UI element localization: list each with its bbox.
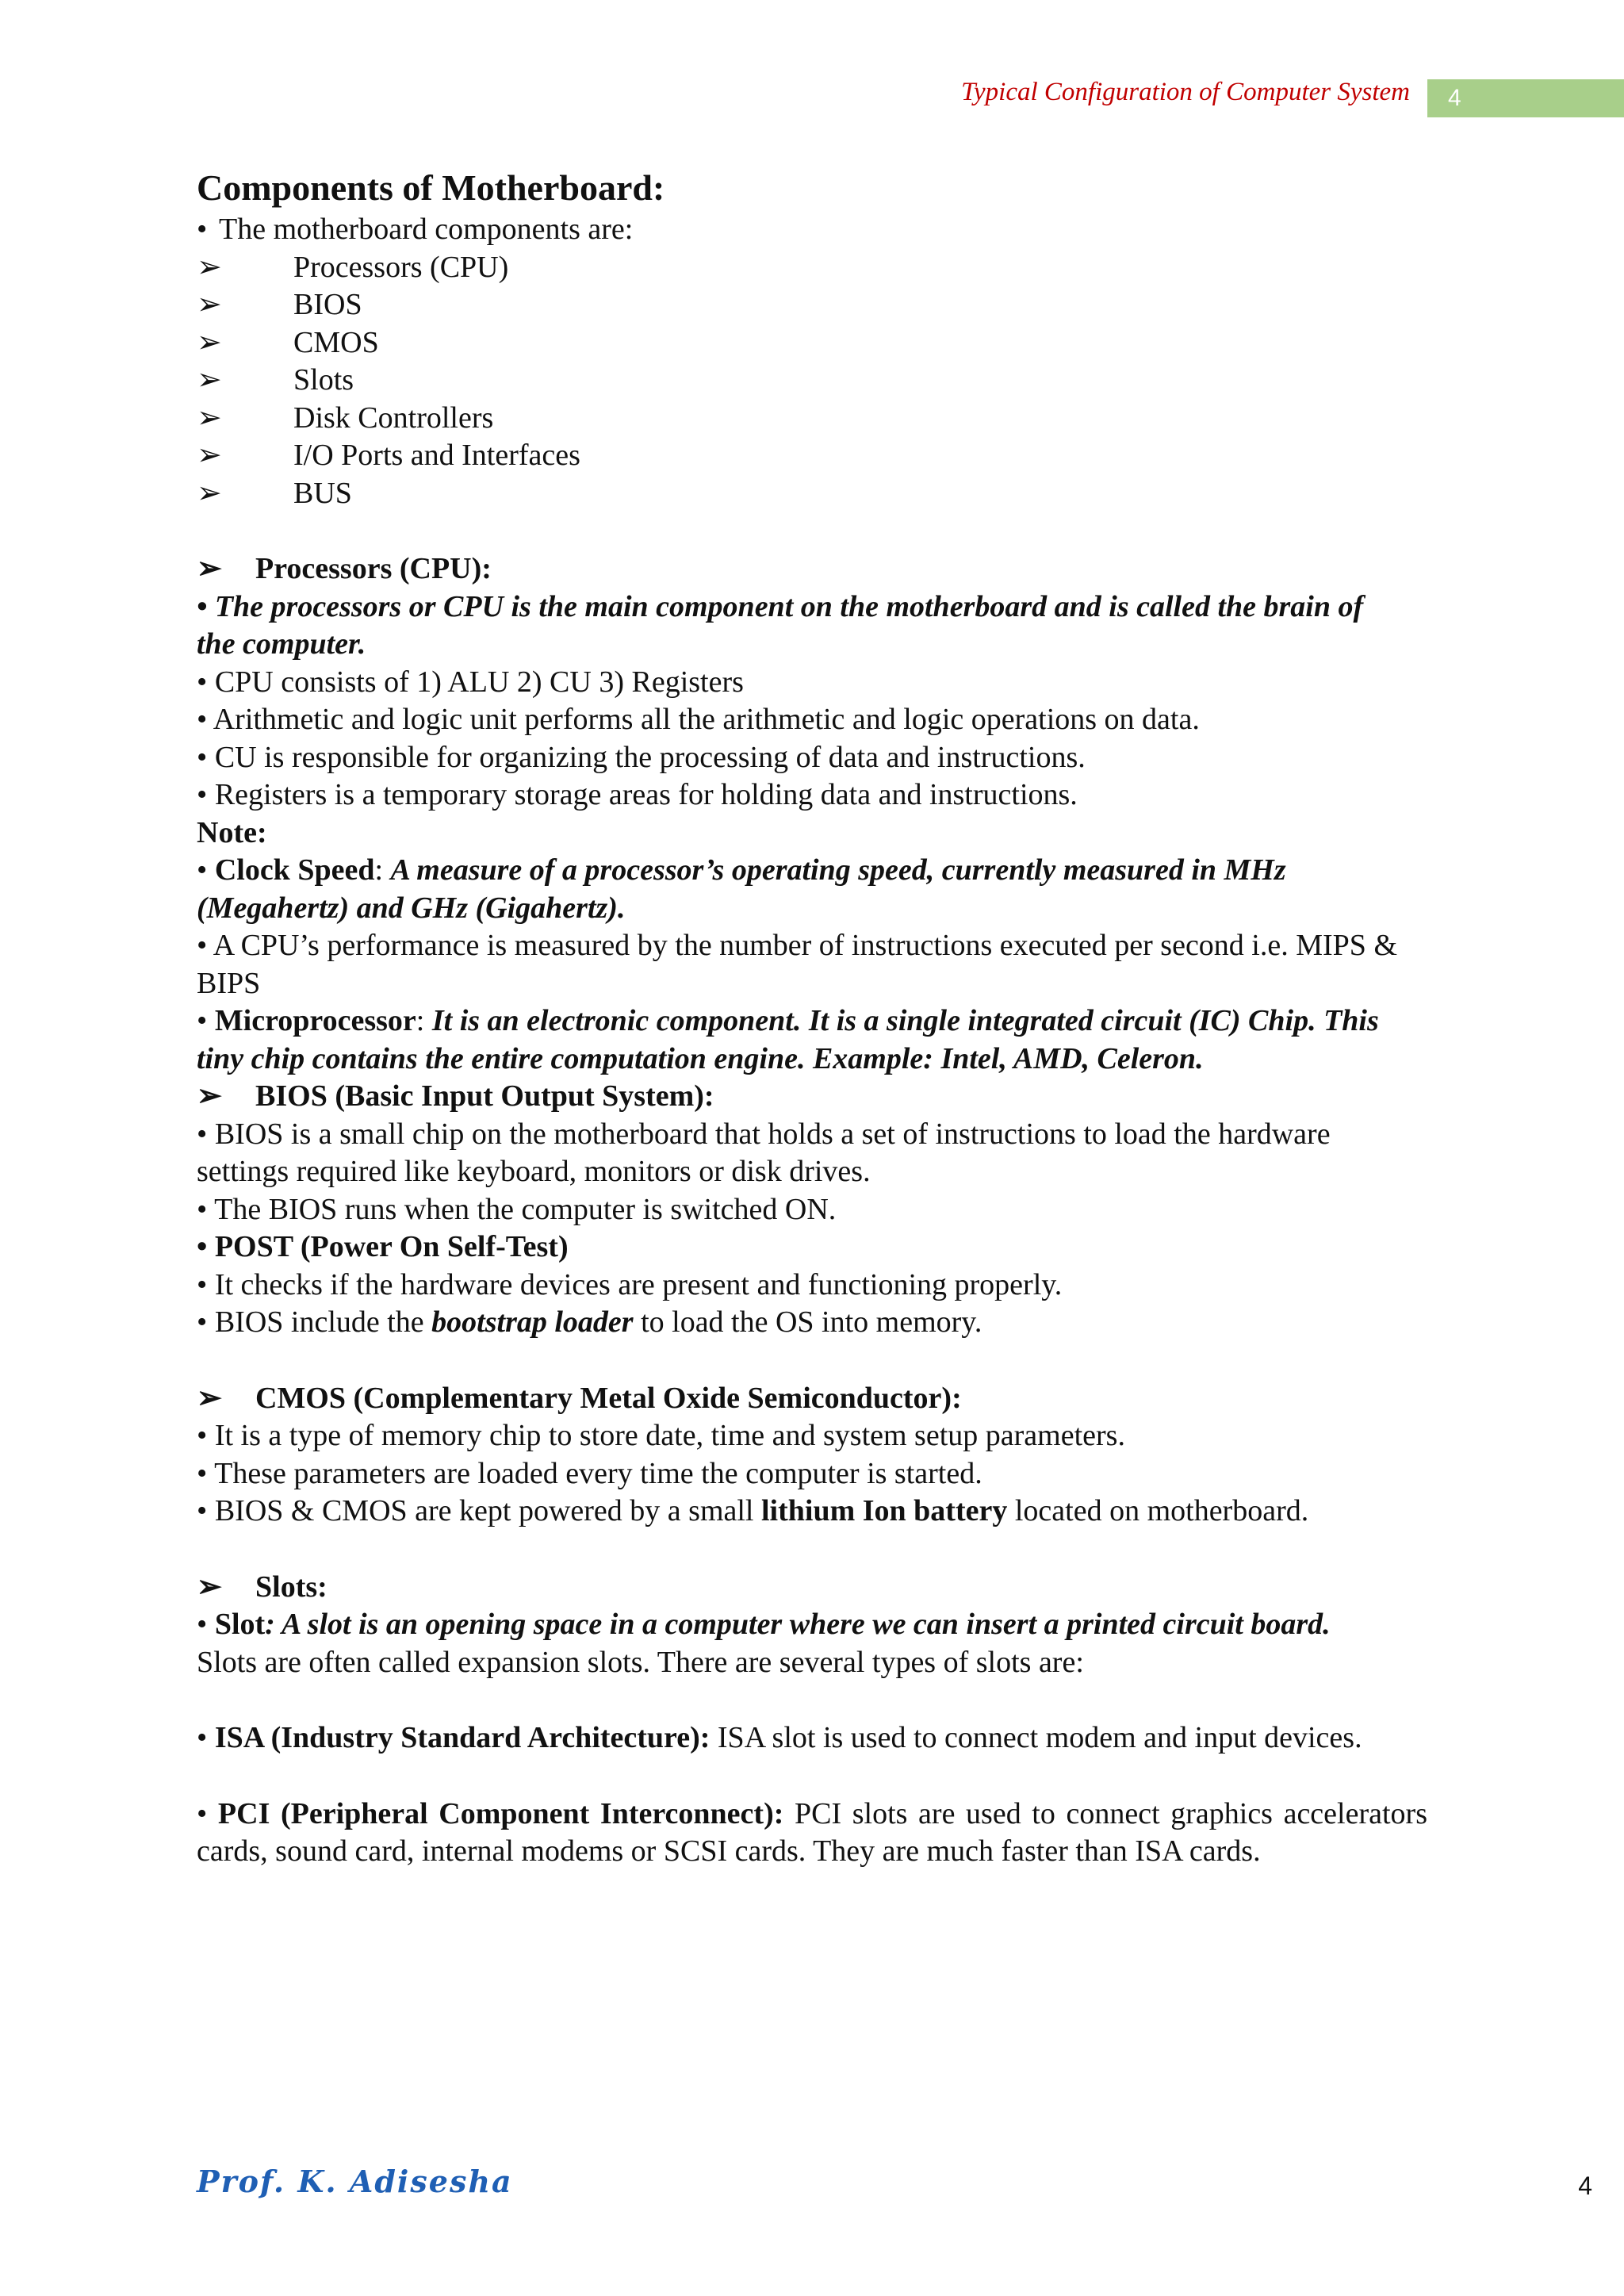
- bios-point: • POST (Power On Self-Test): [197, 1230, 569, 1263]
- page-heading: Components of Motherboard:: [197, 167, 665, 208]
- list-item: ➢ Slots: [197, 362, 1427, 400]
- bullet-icon: •: [197, 589, 208, 623]
- slots-types-intro: Slots are often called expansion slots. There are several types of slots are:: [197, 1645, 1084, 1679]
- bullet-icon: •: [197, 778, 208, 811]
- components-list: [197, 249, 1427, 513]
- list-item: ➢ CMOS: [197, 324, 1427, 362]
- slots-section-title: ➢ Slots:: [197, 1569, 1427, 1607]
- cmos-point: • It is a type of memory chip to store date, time and system setup parameters.: [197, 1419, 1125, 1452]
- bios-section-title: ➢ BIOS (Basic Input Output System):: [197, 1078, 1427, 1116]
- cmos-point: • These parameters are loaded every time the computer is started.: [197, 1456, 982, 1490]
- bullet-icon: •: [197, 929, 208, 962]
- arrow-bullet-icon: ➢: [197, 476, 222, 510]
- arrow-bullet-icon: ➢: [197, 325, 222, 359]
- bullet-icon: •: [197, 1192, 208, 1226]
- bullet-icon: •: [197, 1419, 208, 1452]
- cpu-section-title: ➢ Processors (CPU):: [197, 550, 1427, 588]
- header-page-badge: 4: [1427, 79, 1624, 117]
- arrow-bullet-icon: ➢: [197, 1079, 222, 1113]
- bullet-icon: •: [197, 703, 208, 736]
- bios-point: • It checks if the hardware devices are present and functioning properly.: [197, 1267, 1063, 1301]
- bullet-icon: •: [197, 853, 208, 887]
- bios-point: • The BIOS runs when the computer is switched ON.: [197, 1192, 837, 1226]
- bullet-icon: •: [197, 1721, 208, 1754]
- bullet-icon: •: [197, 740, 208, 774]
- arrow-bullet-icon: ➢: [197, 439, 222, 472]
- arrow-bullet-icon: ➢: [197, 1570, 222, 1604]
- cpu-point: • CPU consists of 1) ALU 2) CU 3) Registers: [197, 665, 744, 699]
- arrow-bullet-icon: ➢: [197, 401, 222, 435]
- cpu-point: • CU is responsible for organizing the processing of data and instructions.: [197, 740, 1086, 774]
- cpu-point: • Registers is a temporary storage areas for holding data and instructions.: [197, 778, 1078, 811]
- bullet-icon: •: [197, 1117, 208, 1151]
- list-item: ➢ I/O Ports and Interfaces: [197, 437, 1427, 475]
- cmos-section-title: ➢ CMOS (Complementary Metal Oxide Semiconductor):: [197, 1380, 1427, 1418]
- bios-point: • BIOS include the bootstrap loader to load the OS into memory.: [197, 1305, 982, 1339]
- cpu-point: • Arithmetic and logic unit performs all the arithmetic and logic operations on data.: [197, 703, 1200, 736]
- bullet-icon: •: [197, 1796, 208, 1830]
- bullet-icon: •: [197, 1267, 208, 1301]
- arrow-bullet-icon: ➢: [197, 250, 222, 284]
- slot-definition: • Slot: A slot is an opening space in a computer where we can insert a printed circuit board.: [197, 1608, 1331, 1641]
- list-item: ➢ Processors (CPU): [197, 249, 1427, 287]
- microprocessor-note: • Microprocessor: It is an electronic component. It is a single integrated circuit (IC) Chip. This tiny chip contains the entire computation engine. Example: Intel, AMD, Celeron.: [197, 1004, 1379, 1075]
- bullet-icon: •: [197, 213, 208, 246]
- cpu-definition: • The processors or CPU is the main component on the motherboard and is called the brain of: [197, 589, 1364, 623]
- bullet-icon: •: [197, 1456, 208, 1490]
- list-item: ➢ BIOS: [197, 286, 1427, 324]
- bullet-icon: •: [197, 665, 208, 699]
- bullet-icon: •: [197, 1608, 208, 1641]
- list-item: ➢ Disk Controllers: [197, 400, 1427, 438]
- cpu-definition-cont: the computer.: [197, 627, 366, 661]
- footer-page-number: 4: [1578, 2171, 1592, 2200]
- bios-definition: • BIOS is a small chip on the motherboard that holds a set of instructions to load the hardware: [197, 1117, 1331, 1151]
- arrow-bullet-icon: ➢: [197, 363, 222, 397]
- bullet-icon: •: [197, 1305, 208, 1339]
- list-item: ➢ BUS: [197, 475, 1427, 513]
- bullet-icon: •: [197, 1004, 208, 1037]
- arrow-bullet-icon: ➢: [197, 552, 222, 585]
- running-header-title: Typical Configuration of Computer System: [961, 78, 1410, 106]
- clock-speed-note: • Clock Speed: A measure of a processor’s operating speed, currently measured in MHz (Megahertz) and GHz (Gigahertz).: [197, 853, 1286, 925]
- bios-definition-cont: settings required like keyboard, monitors or disk drives.: [197, 1155, 871, 1188]
- cmos-point: • BIOS & CMOS are kept powered by a small lithium Ion battery located on motherboard.: [197, 1494, 1309, 1527]
- arrow-bullet-icon: ➢: [197, 288, 222, 321]
- note-label: Note:: [197, 815, 267, 849]
- performance-note: • A CPU’s performance is measured by the number of instructions executed per second i.e. MIPS & BIPS: [197, 929, 1397, 1000]
- isa-slot-entry: • ISA (Industry Standard Architecture): ISA slot is used to connect modem and input devices.: [197, 1721, 1362, 1754]
- intro-line: • The motherboard components are:: [197, 211, 1427, 249]
- bullet-icon: •: [197, 1494, 208, 1527]
- bullet-icon: •: [197, 1230, 208, 1263]
- page-content: [197, 165, 1427, 1871]
- footer-author: Prof. K. Adisesha: [197, 2164, 513, 2199]
- arrow-bullet-icon: ➢: [197, 1381, 222, 1415]
- pci-slot-entry: • PCI (Peripheral Component Interconnect): PCI slots are used to connect graphics accelerators cards, sound card, internal modems or SCSI cards. They are much faster than ISA cards.: [197, 1796, 1427, 1868]
